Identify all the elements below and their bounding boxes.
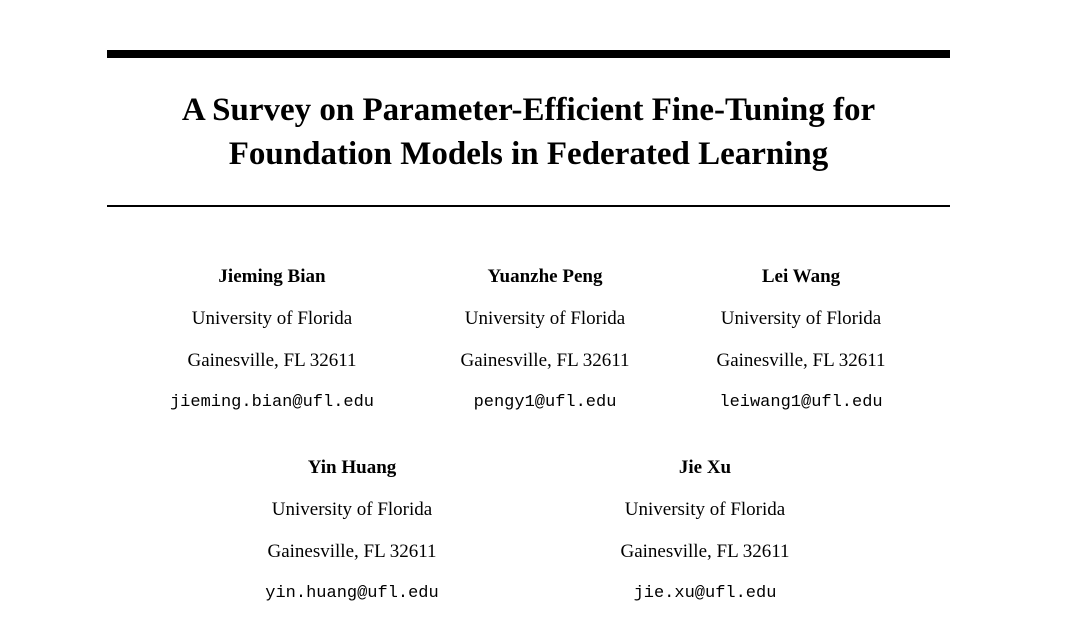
author-affiliation: University of Florida	[464, 308, 626, 329]
author-block	[651, 266, 951, 414]
author-affiliation: University of Florida	[271, 499, 433, 520]
author-affiliation: University of Florida	[624, 499, 786, 520]
author-affiliation: University of Florida	[720, 308, 882, 329]
author-address: Gainesville, FL 32611	[267, 541, 437, 562]
author-block	[395, 266, 695, 414]
title-bottom-rule	[107, 205, 950, 207]
author-email: jie.xu@ufl.edu	[633, 584, 777, 603]
author-name: Jie Xu	[678, 457, 732, 478]
author-email: leiwang1@ufl.edu	[719, 393, 883, 412]
author-email: pengy1@ufl.edu	[473, 393, 617, 412]
author-affiliation: University of Florida	[191, 308, 353, 329]
title-line-2: Foundation Models in Federated Learning	[228, 136, 829, 172]
author-block	[202, 457, 502, 605]
author-block	[122, 266, 422, 414]
paper-title	[107, 88, 950, 176]
author-email: yin.huang@ufl.edu	[265, 584, 439, 603]
author-name: Lei Wang	[761, 266, 841, 287]
author-email: jieming.bian@ufl.edu	[169, 393, 375, 412]
author-address: Gainesville, FL 32611	[187, 350, 357, 371]
author-address: Gainesville, FL 32611	[620, 541, 790, 562]
title-line-1: A Survey on Parameter-Efficient Fine-Tuning for	[181, 92, 876, 128]
author-name: Yin Huang	[307, 457, 397, 478]
author-name: Yuanzhe Peng	[487, 266, 603, 287]
author-block	[555, 457, 855, 605]
author-address: Gainesville, FL 32611	[460, 350, 630, 371]
title-top-rule	[107, 50, 950, 58]
author-address: Gainesville, FL 32611	[716, 350, 886, 371]
author-name: Jieming Bian	[218, 266, 326, 287]
